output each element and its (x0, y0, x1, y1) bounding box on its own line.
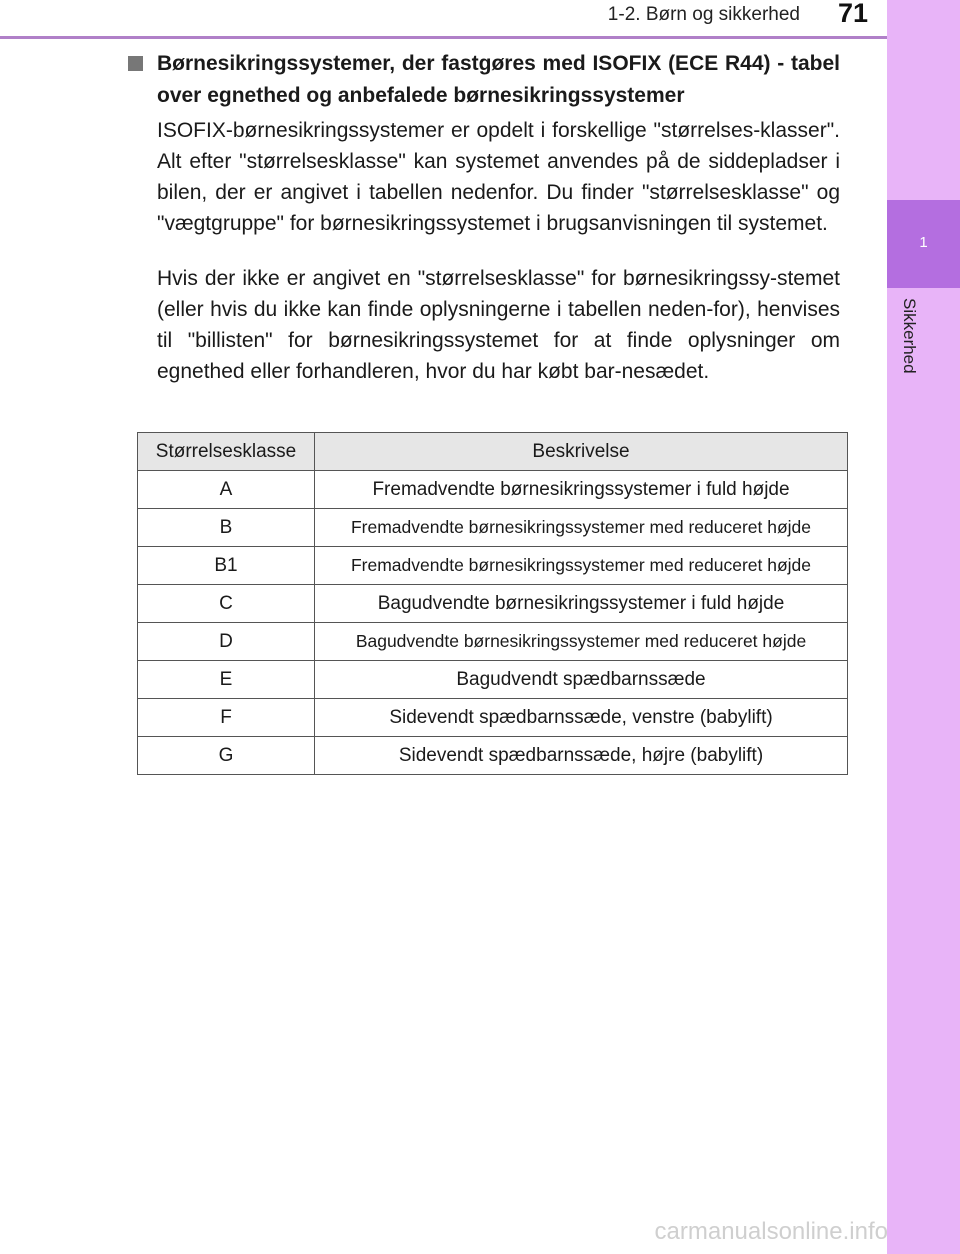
column-header-description: Beskrivelse (315, 433, 848, 471)
table-row (138, 699, 848, 737)
description-cell: Bagudvendte børnesikringssystemer med reduceret højde (315, 623, 848, 661)
description-cell: Sidevendt spædbarnssæde, venstre (babylift) (315, 699, 848, 737)
chapter-label-wrap (897, 298, 923, 408)
table-row (138, 661, 848, 699)
chapter-number: 1 (919, 234, 928, 251)
column-header-size-class: Størrelsesklasse (138, 433, 315, 471)
table-row (138, 623, 848, 661)
square-bullet-icon (128, 56, 143, 71)
description-cell: Fremadvendte børnesikringssystemer med reduceret højde (315, 509, 848, 547)
table-row (138, 737, 848, 775)
size-class-cell: C (138, 585, 315, 623)
chapter-label: Sikkerhed (900, 298, 919, 374)
table-header-row (138, 433, 848, 471)
chapter-side-tab (887, 0, 960, 1254)
description-cell: Fremadvendte børnesikringssystemer i fuld højde (315, 471, 848, 509)
page-number: 71 (837, 0, 869, 28)
size-class-cell: G (138, 737, 315, 775)
size-class-cell: A (138, 471, 315, 509)
table-row (138, 471, 848, 509)
heading-text: Børnesikringssystemer, der fastgøres med ISOFIX (ECE R44) - tabel over egnethed og anbefalede børnesikringssystemer (157, 52, 840, 107)
description-cell: Fremadvendte børnesikringssystemer med reduceret højde (315, 547, 848, 585)
size-class-table (137, 432, 848, 775)
paragraph-size-classes: ISOFIX-børnesikringssystemer er opdelt i forskellige "størrelses-klasser". Alt efter "størrelsesklasse" kan systemet anvendes på de siddepladser i bilen, der er angivet i tabellen nedenfor. Du finder "størrelsesklasse" og "vægtgruppe" for børnesikringssystemet i brugsanvisningen til systemet. (157, 119, 840, 235)
paragraph-no-size-class: Hvis der ikke er angivet en "størrelsesklasse" for børnesikringssy-stemet (eller hvis du ikke kan finde oplysningerne i tabellen neden-for), henvises til "billisten" for børnesikringssystemet for at finde oplysninger om egnethed eller forhandleren, hvor du har købt bar-nesædet. (157, 267, 840, 383)
size-class-cell: D (138, 623, 315, 661)
header-rule (0, 36, 887, 39)
size-class-cell: F (138, 699, 315, 737)
size-class-cell: B (138, 509, 315, 547)
section-title: 1-2. Børn og sikkerhed (607, 4, 800, 25)
size-class-cell: E (138, 661, 315, 699)
table-row (138, 585, 848, 623)
description-cell: Bagudvendte børnesikringssystemer i fuld højde (315, 585, 848, 623)
section-heading (128, 48, 840, 112)
description-cell: Sidevendt spædbarnssæde, højre (babylift) (315, 737, 848, 775)
table-row (138, 547, 848, 585)
watermark: carmanualsonline.info (654, 1218, 888, 1245)
description-cell: Bagudvendt spædbarnssæde (315, 661, 848, 699)
size-class-cell: B1 (138, 547, 315, 585)
table-row (138, 509, 848, 547)
